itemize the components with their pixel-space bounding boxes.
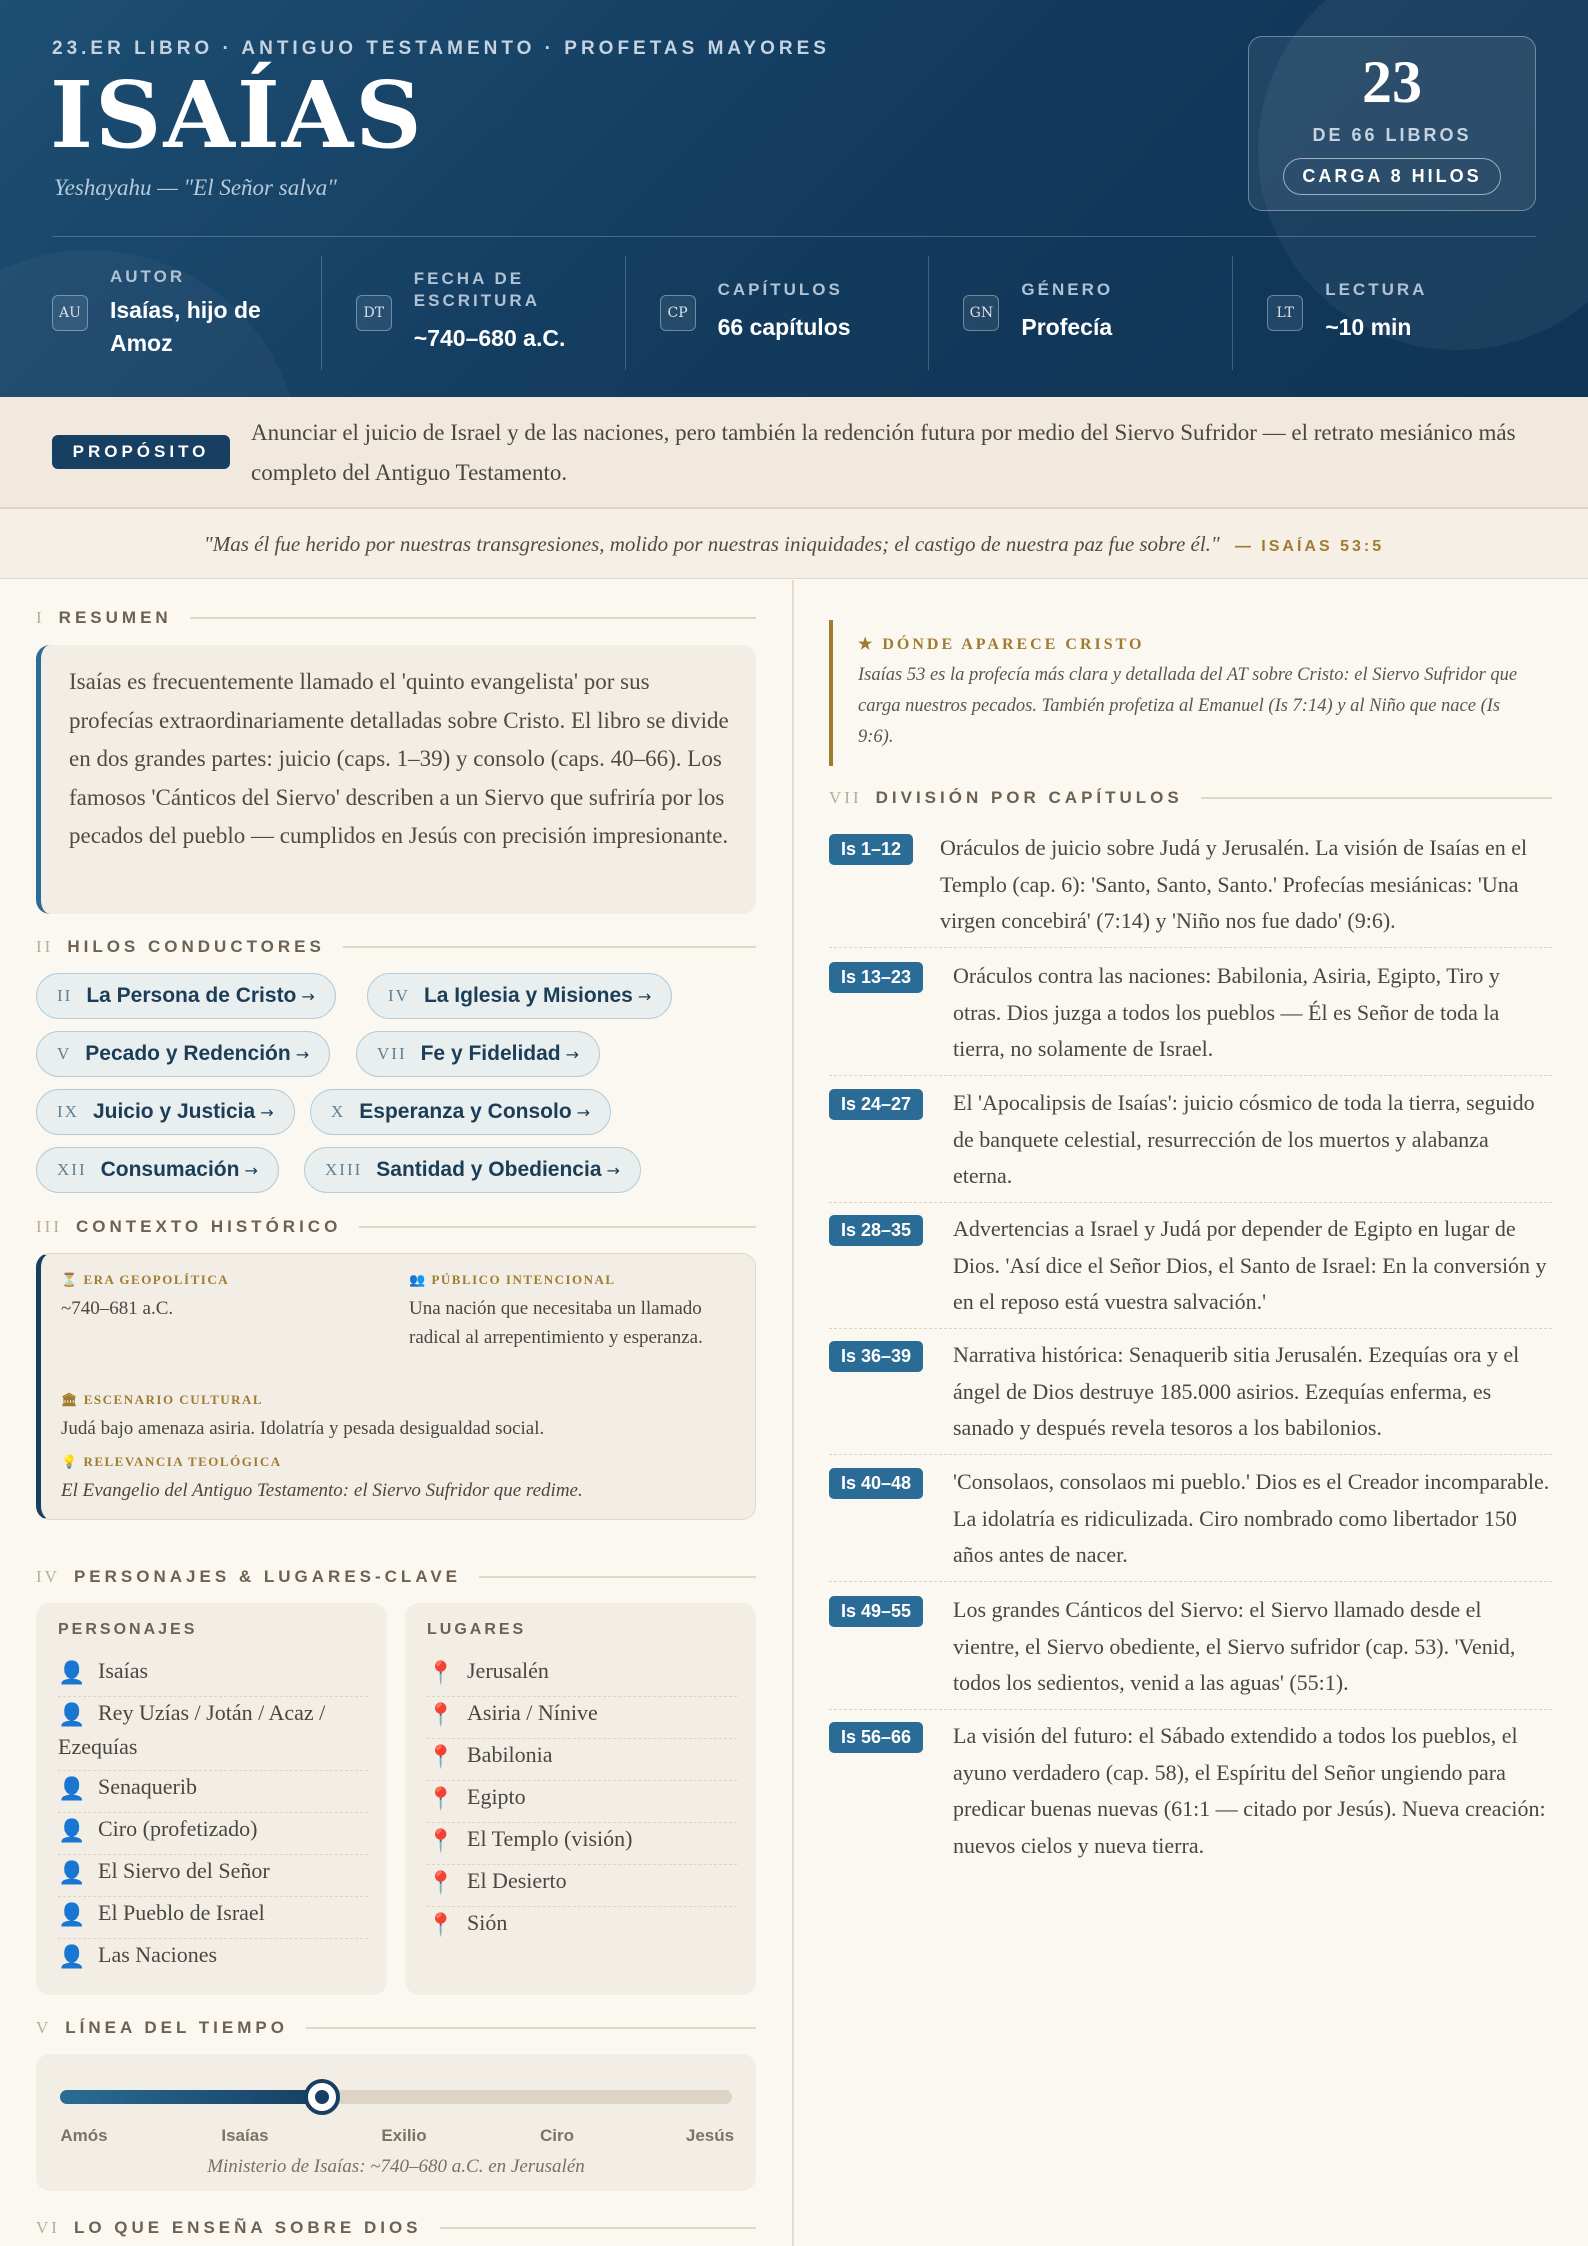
- person-name: Senaquerib: [98, 1774, 197, 1799]
- thread-label: Fe y Fidelidad: [420, 1042, 561, 1065]
- thread-tag[interactable]: [36, 1089, 295, 1135]
- division-row: [829, 1464, 1552, 1582]
- thread-tag[interactable]: [36, 973, 336, 1019]
- book-number-box: [1248, 36, 1536, 211]
- pin-icon: 📍: [427, 1702, 455, 1727]
- thread-label: Consumación: [100, 1158, 240, 1181]
- pin-icon: 📍: [427, 1828, 455, 1853]
- person-item: [58, 1939, 368, 1981]
- context-label: [409, 1272, 616, 1288]
- section-header-hilos: [36, 937, 756, 957]
- section-header-personajes: [36, 1567, 756, 1587]
- section-rule: [306, 2027, 756, 2029]
- person-icon: 👤: [58, 1860, 86, 1885]
- reading-icon: LT: [1267, 295, 1303, 331]
- load-threads-button[interactable]: CARGA 8 HILOS: [1283, 158, 1500, 195]
- place-item: [427, 1739, 737, 1781]
- person-icon: 👤: [58, 1818, 86, 1843]
- stat-date: [321, 256, 625, 370]
- division-text: Advertencias a Israel y Judá por depender de Egipto en lugar de Dios. 'Así dice el Señor Dios, el Santo de Israel: En la conversión y en el reposo está vuestra salvación.': [953, 1216, 1547, 1314]
- arrow-right-icon: →: [576, 1102, 591, 1122]
- place-item: [427, 1655, 737, 1697]
- label-text: RELEVANCIA TEOLÓGICA: [83, 1454, 282, 1469]
- chapter-range-badge[interactable]: Is 13–23: [829, 962, 923, 993]
- thread-number: XII: [57, 1160, 87, 1179]
- person-item: [58, 1771, 368, 1813]
- section-title: CONTEXTO HISTÓRICO: [75, 1217, 342, 1236]
- division-text: Oráculos contra las naciones: Babilonia, Asiria, Egipto, Tiro y otras. Dios juzga a todos los pueblos — Él es Señor de toda la tierra, no solamente de Israel.: [953, 963, 1500, 1061]
- thread-tag[interactable]: [36, 1031, 330, 1077]
- hourglass-icon: ⏳: [61, 1272, 84, 1287]
- person-icon: 👤: [58, 1660, 86, 1685]
- place-name: El Templo (visión): [467, 1826, 633, 1851]
- division-row: [829, 958, 1552, 1076]
- context-value: Judá bajo amenaza asiria. Idolatría y pesada desigualdad social.: [61, 1418, 545, 1439]
- place-name: Asiria / Nínive: [467, 1700, 598, 1725]
- author-icon: AU: [52, 295, 88, 331]
- christ-label: ★ DÓNDE APARECE CRISTO: [858, 636, 1145, 653]
- stat-chapters: [625, 256, 929, 370]
- chapter-range-badge[interactable]: Is 56–66: [829, 1722, 923, 1753]
- thread-number: XIII: [325, 1160, 363, 1179]
- pin-icon: 📍: [427, 1744, 455, 1769]
- section-rule: [190, 617, 756, 619]
- section-rule: [479, 1576, 756, 1578]
- division-text: Oráculos de juicio sobre Judá y Jerusalén. La visión de Isaías en el Templo (cap. 6): 'Santo, Santo, Santo.' Profecías mesiánicas: 'Una virgen concebirá' (7:14) y 'Niño nos fue dado' (9:6).: [940, 835, 1528, 933]
- genre-icon: GN: [963, 295, 999, 331]
- place-name: Jerusalén: [467, 1658, 549, 1683]
- person-name: Ciro (profetizado): [98, 1816, 258, 1841]
- thread-tag[interactable]: [36, 1147, 279, 1193]
- purpose-badge: PROPÓSITO: [52, 435, 230, 469]
- arrow-right-icon: →: [260, 1102, 274, 1122]
- arrow-right-icon: →: [301, 986, 315, 1006]
- context-value: Una nación que necesitaba un llamado radical al arrepentimiento y esperanza.: [409, 1298, 703, 1348]
- section-rule: [359, 1226, 756, 1228]
- thread-tag[interactable]: [367, 973, 672, 1019]
- book-header: [0, 0, 1588, 397]
- christ-callout: [829, 620, 1549, 766]
- division-row: [829, 1718, 1552, 1868]
- thread-number: IX: [57, 1102, 79, 1121]
- division-text: Narrativa histórica: Senaquerib sitia Jerusalén. Ezequías ora y el ángel de Dios destruye 185.000 asirios. Ezequías enferma, es sanado y después revela tesoros a los babilonios.: [953, 1342, 1520, 1440]
- arrow-right-icon: →: [637, 986, 652, 1006]
- timeline-label: Jesús: [685, 2126, 735, 2145]
- chapters-icon: CP: [660, 295, 696, 331]
- places-heading: LUGARES: [427, 1621, 527, 1638]
- purpose-bar: [0, 397, 1588, 509]
- section-number: V: [36, 2018, 52, 2037]
- pin-icon: 📍: [427, 1660, 455, 1685]
- timeline-progress: [60, 2090, 322, 2104]
- thread-label: Santidad y Obediencia: [376, 1158, 602, 1181]
- timeline-label: Ciro: [540, 2126, 574, 2145]
- context-label: [61, 1392, 263, 1408]
- pin-icon: 📍: [427, 1912, 455, 1937]
- arrow-right-icon: →: [244, 1160, 258, 1180]
- person-item: [58, 1855, 368, 1897]
- division-text: Los grandes Cánticos del Siervo: el Siervo llamado desde el vientre, el Siervo obediente, el Siervo sufridor (cap. 53). 'Venid, todos los sedientos, venid a las aguas' (55:1).: [953, 1597, 1516, 1695]
- context-value: El Evangelio del Antiguo Testamento: el Siervo Sufridor que redime.: [61, 1480, 583, 1501]
- verse-text: "Mas él fue herido por nuestras transgresiones, molido por nuestras iniquidades; el castigo de nuestra paz fue sobre él.": [203, 532, 1220, 556]
- division-text: La visión del futuro: el Sábado extendido a todos los pueblos, el ayuno verdadero (cap. 58), el Espíritu del Señor ungiendo para predicar buenas nuevas (61:1 — citado por Jesús). Nueva creación: nuevos cielos y nueva tierra.: [953, 1723, 1546, 1858]
- stat-author: [52, 256, 321, 370]
- timeline-label: Amós: [60, 2126, 108, 2145]
- label-text: ERA GEOPOLÍTICA: [83, 1272, 230, 1287]
- stat-value: 66 capítulos: [717, 314, 851, 340]
- place-item: [427, 1865, 737, 1907]
- book-kicker: 23.ER LIBRO · ANTIGUO TESTAMENTO · PROFETAS MAYORES: [52, 38, 830, 59]
- arrow-right-icon: →: [295, 1044, 310, 1064]
- person-item: [58, 1655, 368, 1697]
- pin-icon: 📍: [427, 1870, 455, 1895]
- page-title: ISAÍAS: [50, 61, 424, 169]
- places-card: [405, 1603, 756, 1995]
- summary-card: [36, 645, 756, 914]
- person-item: [58, 1813, 368, 1855]
- section-number: I: [36, 608, 45, 627]
- thread-label: Esperanza y Consolo: [359, 1100, 572, 1123]
- thread-number: IV: [388, 986, 410, 1005]
- people-icon: 👥: [409, 1272, 432, 1287]
- person-icon: 👤: [58, 1702, 86, 1727]
- person-icon: 👤: [58, 1776, 86, 1801]
- thread-label: La Iglesia y Misiones: [423, 984, 633, 1007]
- thread-label: Juicio y Justicia: [92, 1100, 256, 1123]
- christ-text: Isaías 53 es la profecía más clara y detallada del AT sobre Cristo: el Siervo Sufridor que carga nuestros pecados. También profetiza al Emanuel (Is 7:14) y al Niño que nace (Is 9:6).: [858, 665, 1518, 747]
- person-name: Isaías: [98, 1658, 149, 1683]
- arrow-right-icon: →: [565, 1044, 580, 1064]
- section-rule: [1201, 797, 1552, 799]
- book-subtitle: Yeshayahu — "El Señor salva": [54, 175, 337, 200]
- thread-number: V: [57, 1044, 72, 1063]
- book-count: DE 66 LIBROS: [1312, 125, 1472, 145]
- thread-tag[interactable]: [304, 1147, 641, 1193]
- division-text: El 'Apocalipsis de Isaías': juicio cósmico de toda la tierra, seguido de banquete celestial, resurrección de los muertos y alabanza eterna.: [953, 1090, 1535, 1188]
- people-card: [36, 1603, 387, 1995]
- chapter-range-badge[interactable]: Is 24–27: [829, 1089, 923, 1120]
- division-row: [829, 1337, 1552, 1455]
- person-item: [58, 1697, 368, 1771]
- thread-tag[interactable]: [310, 1089, 611, 1135]
- thread-number: X: [331, 1102, 346, 1121]
- division-row: [829, 830, 1552, 948]
- chapter-range-badge[interactable]: Is 28–35: [829, 1215, 923, 1246]
- summary-text: Isaías es frecuentemente llamado el 'quinto evangelista' por sus profecías extraordinariamente detalladas sobre Cristo. El libro se divide en dos grandes partes: juicio (caps. 1–39) y consolo (caps. 40–66). Los famosos 'Cánticos del Siervo' describen a un Siervo que sufriría por los pecados del pueblo — cumplidos en Jesús con precisión impresionante.: [69, 669, 729, 848]
- person-icon: 👤: [58, 1944, 86, 1969]
- section-number: III: [36, 1217, 62, 1236]
- section-rule: [343, 946, 756, 948]
- timeline-marker[interactable]: [304, 2079, 340, 2115]
- thread-label: La Persona de Cristo: [86, 984, 297, 1007]
- section-title: LO QUE ENSEÑA SOBRE DIOS: [73, 2218, 422, 2237]
- stat-genre: [928, 256, 1232, 370]
- place-item: [427, 1823, 737, 1865]
- stat-label: GÉNERO: [1021, 280, 1114, 299]
- division-row: [829, 1211, 1552, 1329]
- section-header-division: [829, 788, 1552, 808]
- chapter-range-badge[interactable]: Is 36–39: [829, 1341, 923, 1372]
- section-header-timeline: [36, 2018, 756, 2038]
- people-heading: PERSONAJES: [58, 1621, 198, 1638]
- column-divider: [792, 580, 794, 2246]
- section-number: VI: [36, 2218, 60, 2237]
- thread-label: Pecado y Redención: [85, 1042, 291, 1065]
- stat-value: ~740–680 a.C.: [413, 325, 566, 351]
- section-number: VII: [829, 788, 862, 807]
- division-row: [829, 1592, 1552, 1710]
- stat-label: CAPÍTULOS: [717, 280, 843, 299]
- context-label: [61, 1454, 282, 1470]
- purpose-text: Anunciar el juicio de Israel y de las naciones, pero también la redención futura por medio del Siervo Sufridor — el retrato mesiánico más completo del Antiguo Testamento.: [251, 420, 1516, 485]
- thread-number: VII: [377, 1044, 407, 1063]
- stat-label: FECHA DE ESCRITURA: [413, 269, 540, 310]
- timeline-card: [36, 2054, 756, 2191]
- key-verse: [0, 509, 1588, 579]
- label-text: ESCENARIO CULTURAL: [83, 1392, 264, 1407]
- verse-reference: — ISAÍAS 53:5: [1234, 538, 1385, 555]
- stat-value: Isaías, hijo de Amoz: [110, 297, 261, 356]
- thread-tag[interactable]: [356, 1031, 600, 1077]
- chapter-range-badge[interactable]: Is 49–55: [829, 1596, 923, 1627]
- place-name: El Desierto: [467, 1868, 567, 1893]
- section-title: HILOS CONDUCTORES: [67, 937, 325, 956]
- place-name: Babilonia: [467, 1742, 553, 1767]
- person-name: Las Naciones: [98, 1942, 218, 1967]
- pin-icon: 📍: [427, 1786, 455, 1811]
- timeline-label: Isaías: [221, 2126, 269, 2145]
- book-number: 23: [1362, 49, 1422, 115]
- section-title: LÍNEA DEL TIEMPO: [65, 2018, 288, 2037]
- section-title: PERSONAJES & LUGARES-CLAVE: [73, 1567, 462, 1586]
- place-item: [427, 1781, 737, 1823]
- section-number: II: [36, 937, 54, 956]
- place-item: [427, 1697, 737, 1739]
- lightbulb-icon: 💡: [61, 1454, 84, 1469]
- temple-icon: 🏛: [61, 1392, 84, 1407]
- header-divider: [52, 236, 1536, 237]
- chapter-range-badge[interactable]: Is 40–48: [829, 1468, 923, 1499]
- arrow-right-icon: →: [606, 1160, 620, 1180]
- stats-bar: [52, 256, 1536, 370]
- place-item: [427, 1907, 737, 1949]
- person-name: El Siervo del Señor: [98, 1858, 270, 1883]
- stat-label: LECTURA: [1325, 280, 1428, 299]
- thread-number: II: [57, 986, 73, 1005]
- stat-label: AUTOR: [110, 267, 186, 286]
- timeline-caption: Ministerio de Isaías: ~740–680 a.C. en Jerusalén: [207, 2156, 585, 2177]
- person-icon: 👤: [58, 1902, 86, 1927]
- section-title: DIVISIÓN POR CAPÍTULOS: [875, 788, 1183, 807]
- place-name: Egipto: [467, 1784, 526, 1809]
- context-value: ~740–681 a.C.: [61, 1298, 174, 1319]
- place-name: Sión: [467, 1910, 508, 1935]
- chapter-range-badge[interactable]: Is 1–12: [829, 834, 913, 865]
- section-number: IV: [36, 1567, 60, 1586]
- context-label: [61, 1272, 229, 1288]
- context-card: [36, 1253, 756, 1520]
- section-header-resumen: [36, 608, 756, 628]
- section-rule: [440, 2227, 756, 2229]
- person-item: [58, 1897, 368, 1939]
- division-text: 'Consolaos, consolaos mi pueblo.' Dios es el Creador incomparable. La idolatría es ridiculizada. Ciro nombrado como libertador 150 años antes de nacer.: [953, 1469, 1550, 1567]
- division-row: [829, 1085, 1552, 1203]
- date-icon: DT: [356, 295, 392, 331]
- section-header-contexto: [36, 1217, 756, 1237]
- section-header-dios: [36, 2218, 756, 2238]
- stat-value: Profecía: [1021, 314, 1113, 340]
- label-text: PÚBLICO INTENCIONAL: [431, 1272, 616, 1287]
- person-name: El Pueblo de Israel: [98, 1900, 265, 1925]
- stat-reading: [1232, 256, 1536, 370]
- timeline-label: Exilio: [381, 2126, 427, 2145]
- timeline-track: [60, 2090, 732, 2104]
- stat-value: ~10 min: [1325, 314, 1412, 340]
- person-name: Rey Uzías / Jotán / Acaz / Ezequías: [58, 1700, 326, 1759]
- section-title: RESUMEN: [58, 608, 172, 627]
